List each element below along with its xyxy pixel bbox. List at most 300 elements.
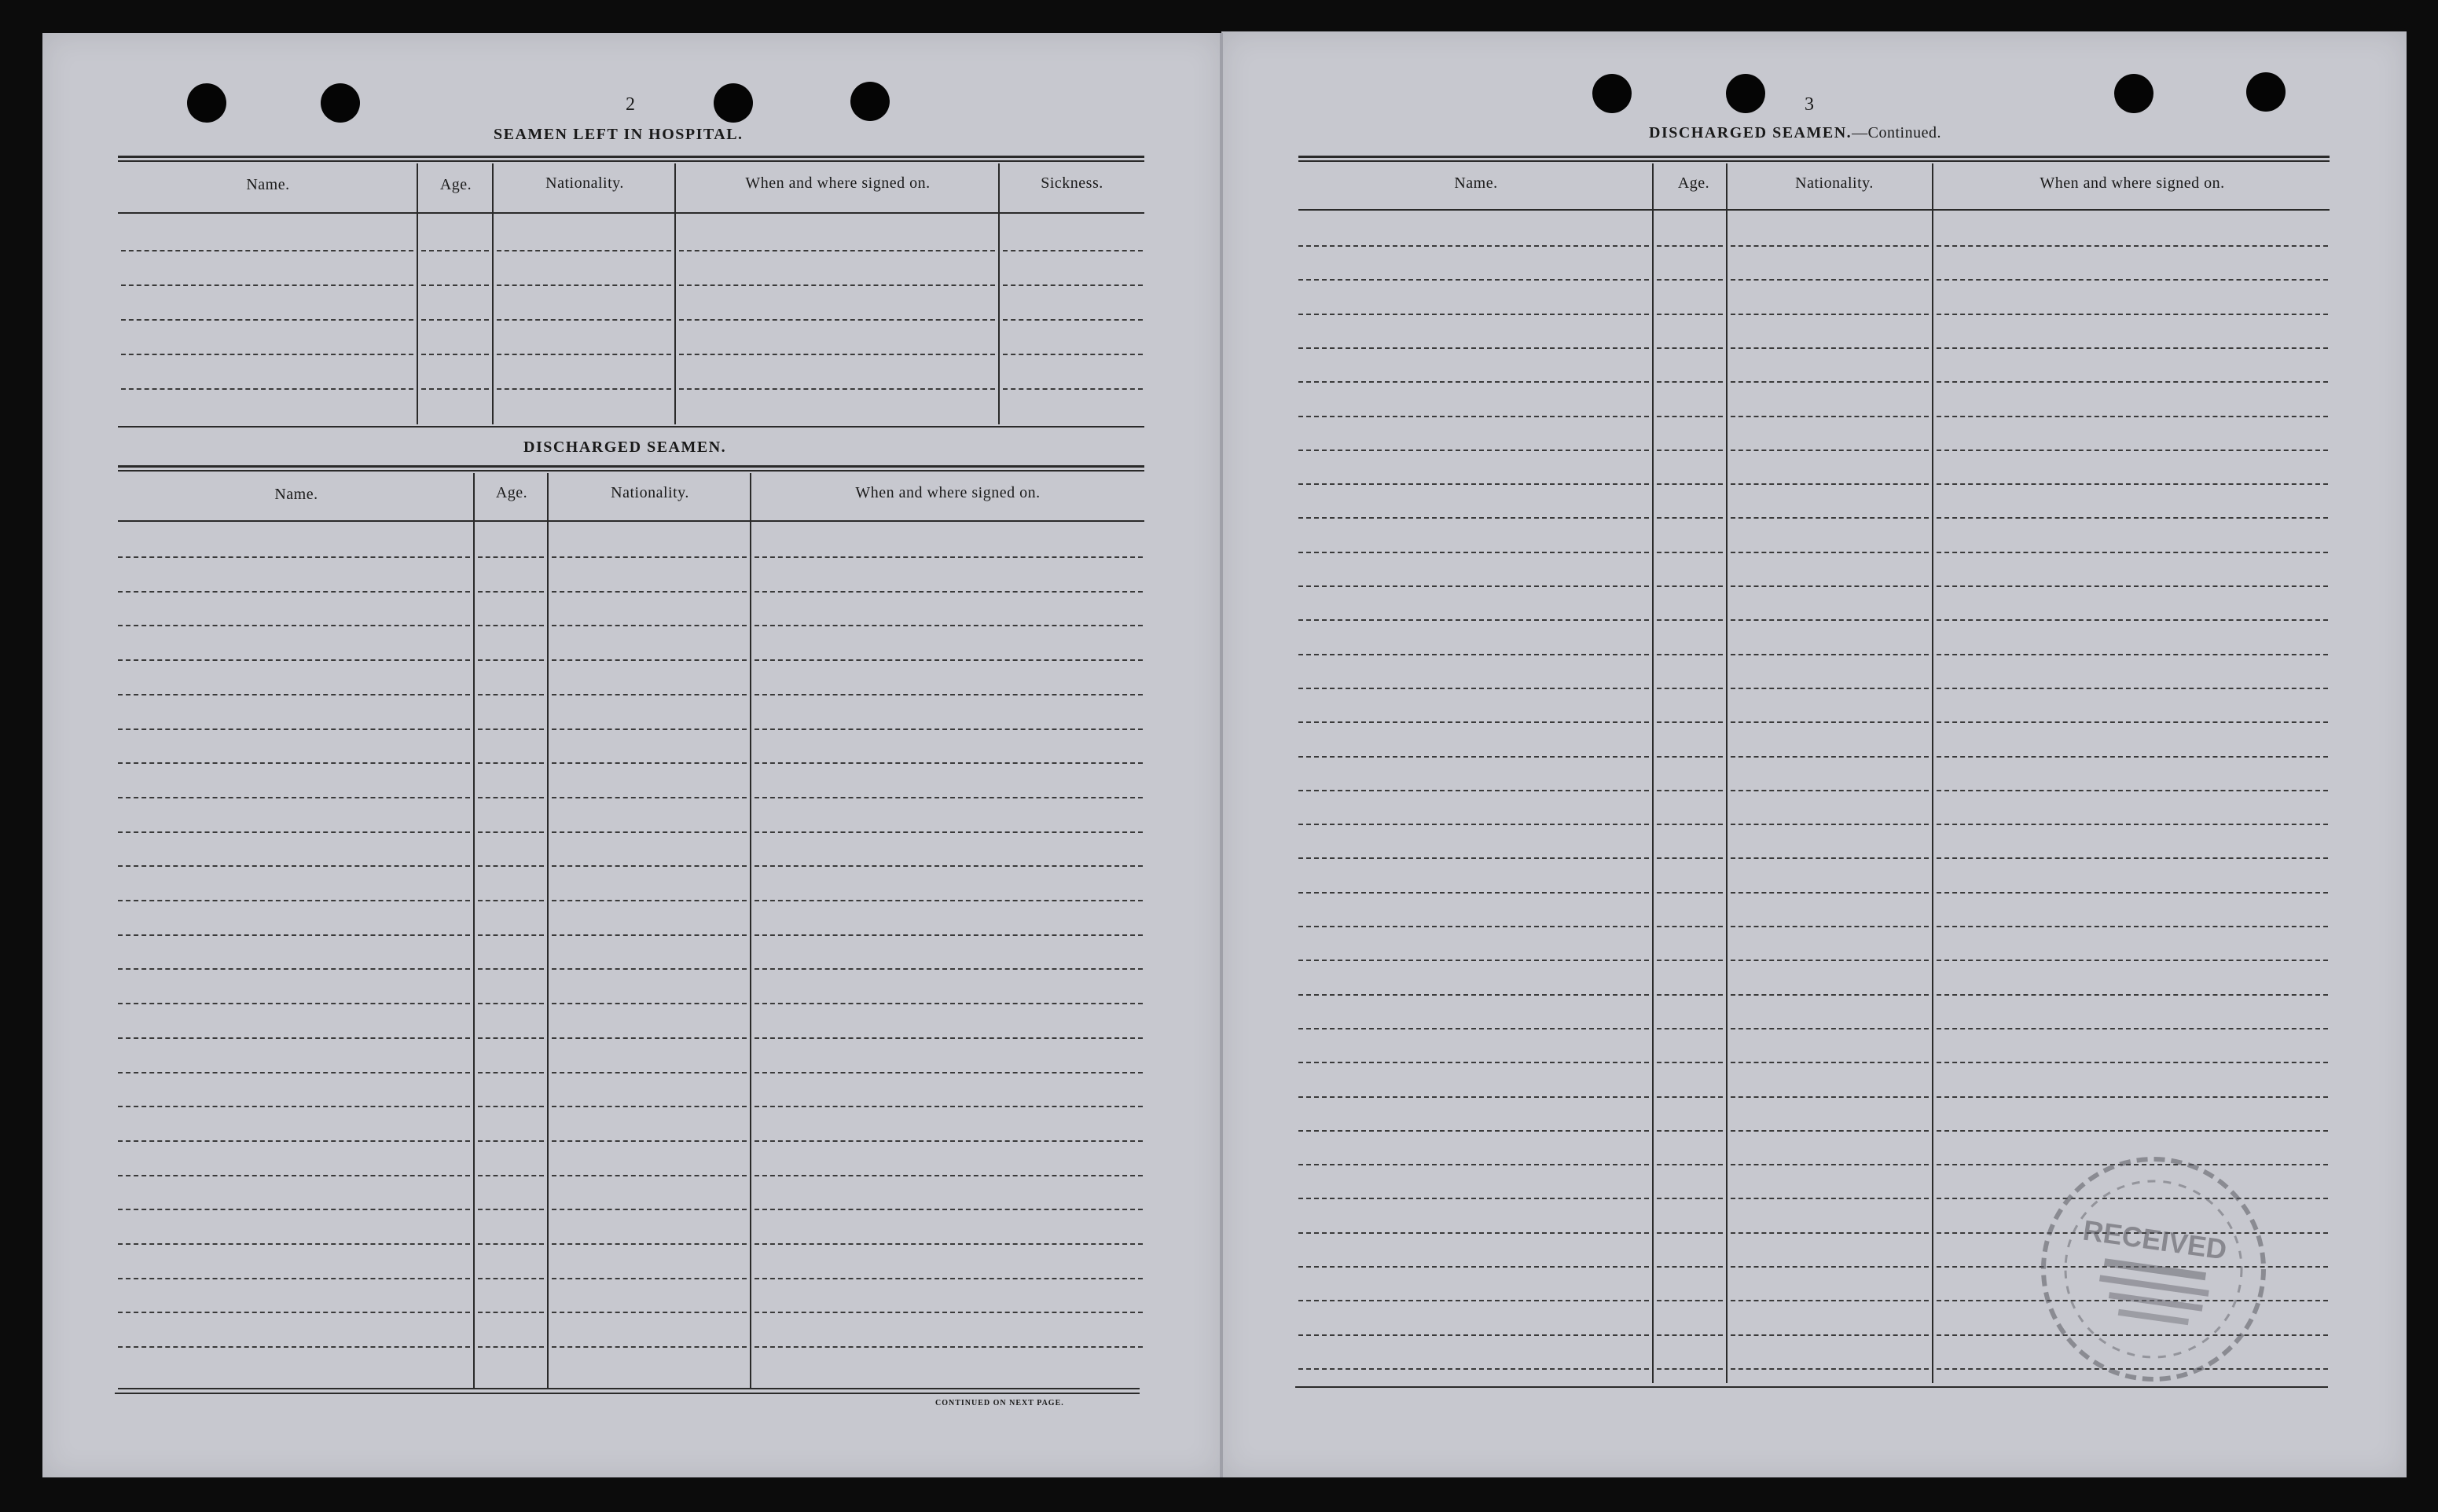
entry-line bbox=[552, 1278, 747, 1279]
entry-line bbox=[1657, 824, 1723, 825]
column-header-signed-on: When and where signed on. bbox=[855, 484, 1041, 501]
entry-line bbox=[118, 934, 470, 936]
entry-line bbox=[118, 728, 470, 730]
entry-line bbox=[1298, 857, 1649, 859]
entry-line bbox=[755, 659, 1143, 661]
entry-line bbox=[1937, 892, 2328, 894]
entry-line bbox=[755, 1037, 1143, 1039]
column-divider bbox=[674, 163, 676, 424]
entry-line bbox=[118, 797, 470, 798]
entry-line bbox=[1657, 347, 1723, 349]
entry-line bbox=[1937, 654, 2328, 655]
entry-line bbox=[679, 250, 995, 251]
entry-line bbox=[1937, 1028, 2328, 1029]
entry-line bbox=[118, 694, 470, 695]
entry-line bbox=[118, 625, 470, 626]
entry-line bbox=[1298, 1028, 1649, 1029]
entry-line bbox=[478, 694, 544, 695]
column-header-age: Age. bbox=[1677, 174, 1710, 192]
stamp-text: RECEIVED bbox=[2080, 1213, 2229, 1266]
entry-line bbox=[755, 556, 1143, 558]
entry-line bbox=[1731, 688, 1929, 689]
entry-line bbox=[478, 1346, 544, 1348]
entry-line bbox=[1657, 1062, 1723, 1063]
entry-line bbox=[679, 388, 995, 390]
column-header-signed-on: When and where signed on. bbox=[745, 174, 931, 192]
entry-line bbox=[1731, 1266, 1929, 1268]
entry-line bbox=[552, 762, 747, 764]
entry-line bbox=[1731, 483, 1929, 485]
page-fold bbox=[1220, 33, 1223, 1477]
entry-line bbox=[478, 1278, 544, 1279]
entry-line bbox=[552, 659, 747, 661]
entry-line bbox=[1937, 552, 2328, 553]
entry-line bbox=[1298, 552, 1649, 553]
page-number: 2 bbox=[626, 94, 635, 115]
hospital-bottom-rule bbox=[118, 426, 1144, 428]
entry-line bbox=[1657, 1130, 1723, 1132]
entry-line bbox=[1937, 381, 2328, 383]
entry-line bbox=[118, 1175, 470, 1176]
entry-line bbox=[1298, 619, 1649, 621]
entry-line bbox=[1298, 1164, 1649, 1165]
page-number: 3 bbox=[1805, 94, 1814, 115]
entry-line bbox=[1731, 381, 1929, 383]
entry-line bbox=[679, 354, 995, 355]
entry-line bbox=[1937, 756, 2328, 758]
entry-line bbox=[755, 1312, 1143, 1313]
entry-line bbox=[1731, 960, 1929, 961]
entry-line bbox=[497, 354, 671, 355]
entry-line bbox=[1937, 721, 2328, 723]
entry-line bbox=[755, 591, 1143, 593]
entry-line bbox=[478, 762, 544, 764]
entry-line bbox=[552, 591, 747, 593]
entry-line bbox=[1731, 790, 1929, 791]
entry-line bbox=[1298, 1062, 1649, 1063]
entry-line bbox=[1657, 1198, 1723, 1199]
entry-line bbox=[755, 728, 1143, 730]
entry-line bbox=[421, 354, 489, 355]
punch-hole bbox=[1592, 74, 1632, 113]
entry-line bbox=[1937, 960, 2328, 961]
discharged-top-rule bbox=[118, 470, 1144, 472]
entry-line bbox=[1731, 1164, 1929, 1165]
entry-line bbox=[118, 659, 470, 661]
entry-line bbox=[1731, 1028, 1929, 1029]
column-header-name: Name. bbox=[274, 486, 318, 503]
entry-line bbox=[478, 797, 544, 798]
entry-line bbox=[552, 1175, 747, 1176]
entry-line bbox=[1937, 245, 2328, 247]
entry-line bbox=[552, 934, 747, 936]
entry-line bbox=[1731, 756, 1929, 758]
punch-hole bbox=[321, 83, 360, 123]
entry-line bbox=[1731, 619, 1929, 621]
entry-line bbox=[1937, 824, 2328, 825]
entry-line bbox=[1731, 1198, 1929, 1199]
entry-line bbox=[679, 284, 995, 286]
entry-line bbox=[552, 728, 747, 730]
entry-line bbox=[755, 865, 1143, 867]
entry-line bbox=[1657, 1266, 1723, 1268]
entry-line bbox=[118, 968, 470, 970]
column-header-nationality: Nationality. bbox=[545, 174, 624, 192]
column-divider bbox=[1932, 163, 1933, 1383]
continued-note: CONTINUED ON NEXT PAGE. bbox=[935, 1399, 1064, 1407]
entry-line bbox=[755, 831, 1143, 833]
entry-line bbox=[1731, 314, 1929, 315]
entry-line bbox=[1937, 585, 2328, 587]
entry-line bbox=[1657, 1096, 1723, 1098]
column-divider bbox=[750, 473, 751, 1389]
entry-line bbox=[679, 319, 995, 321]
entry-line bbox=[478, 934, 544, 936]
entry-line bbox=[118, 831, 470, 833]
hospital-top-rule bbox=[118, 160, 1144, 162]
entry-line bbox=[1298, 1198, 1649, 1199]
entry-line bbox=[1298, 245, 1649, 247]
entry-line bbox=[1298, 1334, 1649, 1336]
entry-line bbox=[1657, 721, 1723, 723]
entry-line bbox=[1731, 1300, 1929, 1301]
entry-line bbox=[552, 625, 747, 626]
entry-line bbox=[478, 591, 544, 593]
entry-line bbox=[552, 900, 747, 901]
entry-line bbox=[552, 1106, 747, 1107]
entry-line bbox=[1657, 381, 1723, 383]
entry-line bbox=[118, 1278, 470, 1279]
entry-line bbox=[755, 1003, 1143, 1004]
entry-line bbox=[552, 556, 747, 558]
entry-line bbox=[497, 250, 671, 251]
entry-line bbox=[478, 659, 544, 661]
entry-line bbox=[755, 625, 1143, 626]
entry-line bbox=[118, 1312, 470, 1313]
entry-line bbox=[1731, 1232, 1929, 1234]
entry-line bbox=[478, 1072, 544, 1073]
entry-line bbox=[1657, 1028, 1723, 1029]
entry-line bbox=[755, 762, 1143, 764]
entry-line bbox=[1298, 347, 1649, 349]
entry-line bbox=[755, 1072, 1143, 1073]
entry-line bbox=[755, 1278, 1143, 1279]
entry-line bbox=[1657, 416, 1723, 417]
entry-line bbox=[1298, 279, 1649, 281]
entry-line bbox=[1937, 1130, 2328, 1132]
entry-line bbox=[1731, 585, 1929, 587]
entry-line bbox=[1731, 279, 1929, 281]
entry-line bbox=[1657, 483, 1723, 485]
entry-line bbox=[421, 319, 489, 321]
column-header-name: Name. bbox=[1454, 174, 1498, 192]
entry-line bbox=[478, 625, 544, 626]
entry-line bbox=[1298, 654, 1649, 655]
entry-line bbox=[1657, 790, 1723, 791]
entry-line bbox=[1731, 994, 1929, 996]
punch-hole bbox=[850, 82, 890, 121]
entry-line bbox=[121, 388, 413, 390]
entry-line bbox=[121, 284, 413, 286]
entry-line bbox=[1003, 354, 1143, 355]
entry-line bbox=[1657, 926, 1723, 927]
entry-line bbox=[118, 1209, 470, 1210]
section-title-discharged: DISCHARGED SEAMEN. bbox=[523, 439, 727, 456]
entry-line bbox=[1298, 960, 1649, 961]
column-divider bbox=[547, 473, 549, 1389]
entry-line bbox=[1298, 926, 1649, 927]
entry-line bbox=[478, 556, 544, 558]
entry-line bbox=[1298, 1096, 1649, 1098]
discharged-bottom-rule bbox=[115, 1393, 1140, 1394]
entry-line bbox=[478, 1037, 544, 1039]
entry-line bbox=[1298, 416, 1649, 417]
entry-line bbox=[1731, 450, 1929, 451]
entry-line bbox=[1731, 857, 1929, 859]
entry-line bbox=[118, 1346, 470, 1348]
entry-line bbox=[552, 797, 747, 798]
entry-line bbox=[478, 728, 544, 730]
entry-line bbox=[1298, 517, 1649, 519]
entry-line bbox=[1731, 892, 1929, 894]
entry-line bbox=[552, 865, 747, 867]
entry-line bbox=[1937, 1062, 2328, 1063]
column-divider bbox=[998, 163, 1000, 424]
entry-line bbox=[1937, 347, 2328, 349]
entry-line bbox=[1657, 585, 1723, 587]
entry-line bbox=[1003, 284, 1143, 286]
hospital-top-rule bbox=[118, 156, 1144, 158]
entry-line bbox=[1731, 926, 1929, 927]
entry-line bbox=[1657, 314, 1723, 315]
entry-line bbox=[755, 1140, 1143, 1142]
column-divider bbox=[492, 163, 494, 424]
entry-line bbox=[1298, 1232, 1649, 1234]
entry-line bbox=[1657, 994, 1723, 996]
entry-line bbox=[755, 797, 1143, 798]
entry-line bbox=[755, 934, 1143, 936]
received-stamp bbox=[2032, 1147, 2275, 1391]
entry-line bbox=[1657, 552, 1723, 553]
entry-line bbox=[1731, 654, 1929, 655]
entry-line bbox=[478, 1106, 544, 1107]
punch-hole bbox=[714, 83, 753, 123]
section-title-discharged-continued bbox=[1649, 124, 1941, 142]
entry-line bbox=[552, 694, 747, 695]
entry-line bbox=[121, 250, 413, 251]
entry-line bbox=[421, 388, 489, 390]
entry-line bbox=[1657, 960, 1723, 961]
entry-line bbox=[1937, 450, 2328, 451]
column-header-age: Age. bbox=[495, 484, 528, 501]
entry-line bbox=[118, 1072, 470, 1073]
entry-line bbox=[1657, 1232, 1723, 1234]
entry-line bbox=[118, 1003, 470, 1004]
entry-line bbox=[1731, 416, 1929, 417]
entry-line bbox=[552, 1003, 747, 1004]
entry-line bbox=[755, 900, 1143, 901]
entry-line bbox=[1657, 245, 1723, 247]
entry-line bbox=[118, 1140, 470, 1142]
entry-line bbox=[1657, 1164, 1723, 1165]
entry-line bbox=[118, 1243, 470, 1245]
continued-top-rule bbox=[1298, 156, 2330, 158]
entry-line bbox=[1731, 245, 1929, 247]
section-title-hospital: SEAMEN LEFT IN HOSPITAL. bbox=[494, 126, 744, 143]
entry-line bbox=[755, 1243, 1143, 1245]
entry-line bbox=[118, 556, 470, 558]
entry-line bbox=[118, 762, 470, 764]
entry-line bbox=[552, 1243, 747, 1245]
header-underline bbox=[118, 520, 1144, 522]
column-header-name: Name. bbox=[246, 176, 290, 193]
entry-line bbox=[755, 1346, 1143, 1348]
entry-line bbox=[1937, 790, 2328, 791]
entry-line bbox=[1731, 721, 1929, 723]
entry-line bbox=[1937, 619, 2328, 621]
entry-line bbox=[1298, 1368, 1649, 1370]
entry-line bbox=[478, 1312, 544, 1313]
entry-line bbox=[1657, 619, 1723, 621]
entry-line bbox=[478, 831, 544, 833]
column-header-nationality: Nationality. bbox=[1795, 174, 1874, 192]
entry-line bbox=[478, 1175, 544, 1176]
entry-line bbox=[1657, 1334, 1723, 1336]
entry-line bbox=[1657, 688, 1723, 689]
entry-line bbox=[1657, 857, 1723, 859]
entry-line bbox=[1657, 517, 1723, 519]
entry-line bbox=[478, 865, 544, 867]
entry-line bbox=[1298, 1130, 1649, 1132]
entry-line bbox=[1937, 483, 2328, 485]
entry-line bbox=[421, 284, 489, 286]
punch-hole bbox=[1726, 74, 1765, 113]
entry-line bbox=[1298, 994, 1649, 996]
entry-line bbox=[497, 284, 671, 286]
entry-line bbox=[1937, 1096, 2328, 1098]
entry-line bbox=[1937, 688, 2328, 689]
entry-line bbox=[1003, 388, 1143, 390]
column-header-age: Age. bbox=[439, 176, 472, 193]
entry-line bbox=[1298, 824, 1649, 825]
entry-line bbox=[118, 591, 470, 593]
continued-top-rule bbox=[1298, 160, 2330, 162]
entry-line bbox=[1298, 585, 1649, 587]
entry-line bbox=[755, 694, 1143, 695]
punch-hole bbox=[2246, 72, 2286, 112]
entry-line bbox=[755, 968, 1143, 970]
entry-line bbox=[1657, 654, 1723, 655]
entry-line bbox=[1657, 1300, 1723, 1301]
entry-line bbox=[1298, 756, 1649, 758]
entry-line bbox=[1731, 1130, 1929, 1132]
entry-line bbox=[1657, 450, 1723, 451]
column-header-signed-on: When and where signed on. bbox=[2040, 174, 2225, 192]
entry-line bbox=[478, 900, 544, 901]
entry-line bbox=[118, 900, 470, 901]
entry-line bbox=[1731, 824, 1929, 825]
entry-line bbox=[1731, 347, 1929, 349]
entry-line bbox=[1937, 279, 2328, 281]
entry-line bbox=[1731, 1334, 1929, 1336]
column-divider bbox=[473, 473, 475, 1389]
entry-line bbox=[1298, 314, 1649, 315]
entry-line bbox=[1298, 1266, 1649, 1268]
entry-line bbox=[552, 1312, 747, 1313]
section-title-text: DISCHARGED SEAMEN. bbox=[1649, 124, 1852, 141]
entry-line bbox=[478, 1243, 544, 1245]
entry-line bbox=[1731, 1062, 1929, 1063]
entry-line bbox=[497, 319, 671, 321]
discharged-top-rule bbox=[118, 465, 1144, 468]
entry-line bbox=[1298, 892, 1649, 894]
entry-line bbox=[552, 1072, 747, 1073]
entry-line bbox=[478, 1209, 544, 1210]
entry-line bbox=[1731, 552, 1929, 553]
entry-line bbox=[1298, 790, 1649, 791]
entry-line bbox=[755, 1106, 1143, 1107]
entry-line bbox=[552, 831, 747, 833]
punch-hole bbox=[2114, 74, 2153, 113]
entry-line bbox=[1657, 756, 1723, 758]
entry-line bbox=[1937, 994, 2328, 996]
entry-line bbox=[552, 1140, 747, 1142]
header-underline bbox=[1298, 209, 2330, 211]
entry-line bbox=[1657, 1368, 1723, 1370]
entry-line bbox=[118, 1037, 470, 1039]
entry-line bbox=[552, 968, 747, 970]
entry-line bbox=[755, 1209, 1143, 1210]
entry-line bbox=[118, 865, 470, 867]
entry-line bbox=[552, 1346, 747, 1348]
entry-line bbox=[121, 354, 413, 355]
discharged-bottom-rule bbox=[118, 1388, 1140, 1389]
entry-line bbox=[1298, 688, 1649, 689]
entry-line bbox=[1937, 857, 2328, 859]
entry-line bbox=[552, 1037, 747, 1039]
entry-line bbox=[1298, 450, 1649, 451]
entry-line bbox=[118, 1106, 470, 1107]
section-title-suffix: —Continued. bbox=[1852, 124, 1941, 141]
entry-line bbox=[1003, 250, 1143, 251]
entry-line bbox=[1657, 892, 1723, 894]
entry-line bbox=[1937, 517, 2328, 519]
entry-line bbox=[1298, 381, 1649, 383]
column-divider bbox=[1726, 163, 1728, 1383]
entry-line bbox=[1298, 483, 1649, 485]
column-divider bbox=[417, 163, 418, 424]
column-divider bbox=[1652, 163, 1654, 1383]
column-header-sickness: Sickness. bbox=[1041, 174, 1103, 192]
entry-line bbox=[1937, 416, 2328, 417]
punch-hole bbox=[187, 83, 226, 123]
entry-line bbox=[1731, 1096, 1929, 1098]
entry-line bbox=[755, 1175, 1143, 1176]
entry-line bbox=[1298, 1300, 1649, 1301]
entry-line bbox=[1657, 279, 1723, 281]
entry-line bbox=[478, 1140, 544, 1142]
entry-line bbox=[1003, 319, 1143, 321]
entry-line bbox=[478, 1003, 544, 1004]
entry-line bbox=[121, 319, 413, 321]
entry-line bbox=[1937, 926, 2328, 927]
entry-line bbox=[1298, 721, 1649, 723]
entry-line bbox=[421, 250, 489, 251]
entry-line bbox=[1937, 314, 2328, 315]
entry-line bbox=[1731, 1368, 1929, 1370]
column-header-nationality: Nationality. bbox=[611, 484, 689, 501]
header-underline bbox=[118, 212, 1144, 214]
